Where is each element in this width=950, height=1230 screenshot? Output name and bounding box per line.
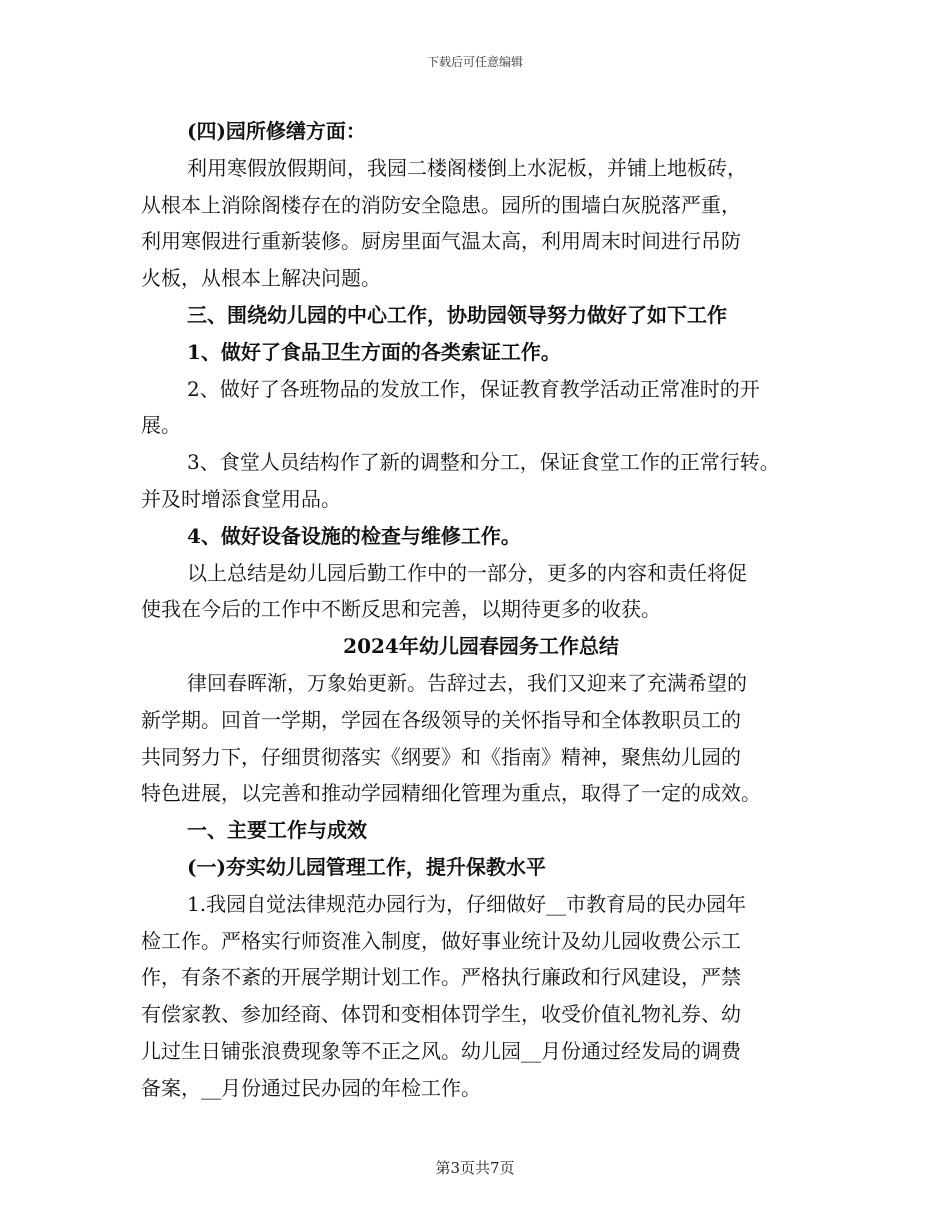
text-line: 火板，从根本上解决问题。 xyxy=(141,266,381,291)
text-line: 新学期。回首一学期，学园在各级领导的关怀指导和全体教职员工的 xyxy=(141,707,741,732)
text-line: 利用寒假进行重新装修。厨房里面气温太高，利用周末时间进行吊防 xyxy=(141,229,741,254)
text-line: 1.我园自觉法律规范办园行为，仔细做好__市教育局的民办园年 xyxy=(187,891,747,916)
heading-line: 三、围绕幼儿园的中心工作，协助园领导努力做好了如下工作 xyxy=(187,302,727,327)
text-line: 作，有条不紊的开展学期计划工作。严格执行廉政和行风建设，严禁 xyxy=(141,965,741,990)
text-line: 备案，__月份通过民办园的年检工作。 xyxy=(141,1075,481,1100)
text-line: 儿过生日铺张浪费现象等不正之风。幼儿园__月份通过经发局的调费 xyxy=(141,1038,741,1063)
heading-line: 4、做好设备设施的检查与维修工作。 xyxy=(187,523,521,548)
text-line: 从根本上消除阁楼存在的消防安全隐患。园所的围墙白灰脱落严重， xyxy=(141,192,741,217)
text-line: 律回春晖渐，万象始更新。告辞过去，我们又迎来了充满希望的 xyxy=(187,670,747,695)
document-body xyxy=(141,113,821,1107)
text-line: 有偿家教、参加经商、体罚和变相体罚学生，收受价值礼物礼券、幼 xyxy=(141,1002,741,1027)
heading-line: 一、主要工作与成效 xyxy=(187,818,367,843)
text-line: 共同努力下，仔细贯彻落实《纲要》和《指南》精神，聚焦幼儿园的 xyxy=(141,744,741,769)
text-line: 特色进展，以完善和推动学园精细化管理为重点，取得了一定的成效。 xyxy=(141,781,761,806)
text-line: 使我在今后的工作中不断反思和完善，以期待更多的收获。 xyxy=(141,597,661,622)
section-title: 2024年幼儿园春园务工作总结 xyxy=(343,634,619,659)
heading-line: 1、做好了食品卫生方面的各类索证工作。 xyxy=(187,339,561,364)
header-note: 下载后可任意编辑 xyxy=(426,55,523,69)
text-line: 检工作。严格实行师资准入制度，做好事业统计及幼儿园收费公示工 xyxy=(141,928,741,953)
heading-line: (一)夯实幼儿园管理工作，提升保教水平 xyxy=(187,854,546,879)
text-line: 3、食堂人员结构作了新的调整和分工，保证食堂工作的正常行转。 xyxy=(187,450,780,475)
text-line: 展。 xyxy=(141,413,181,438)
text-line: 并及时增添食堂用品。 xyxy=(141,486,341,511)
page-footer: 第3页共7页 xyxy=(435,1159,515,1177)
heading-line: (四)园所修缮方面： xyxy=(187,119,366,143)
text-line: 以上总结是幼儿园后勤工作中的一部分，更多的内容和责任将促 xyxy=(187,560,747,585)
text-line: 2、做好了各班物品的发放工作，保证教育教学活动正常准时的开 xyxy=(187,376,760,401)
text-line: 利用寒假放假期间，我园二楼阁楼倒上水泥板，并铺上地板砖， xyxy=(187,155,747,180)
